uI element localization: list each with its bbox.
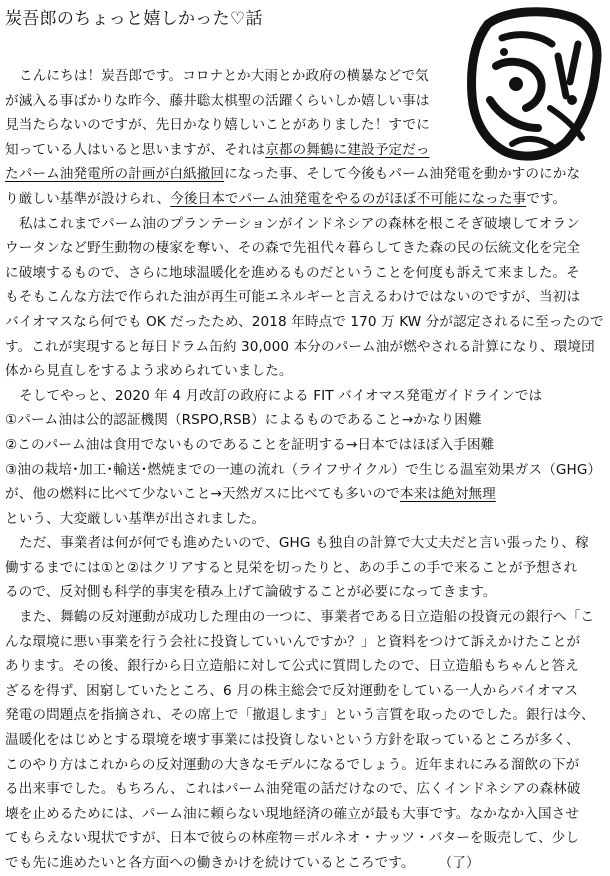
- body-line: [5, 728, 600, 753]
- line-text: バイオマスなら何でも OK だったため、2018 年時点で 170 万 KW 分が認定されるに至ったので: [5, 313, 604, 330]
- body-line: [5, 826, 600, 851]
- line-text: 体から見直しをするよう求められていました。: [5, 363, 293, 380]
- line-text: り厳しい基準が設けられ、: [5, 190, 171, 207]
- body-line: [5, 212, 600, 237]
- body-line: [5, 777, 600, 802]
- line-text: になった事、そして今後もパーム油発電を動かすのにかな: [224, 166, 581, 183]
- line-text: が滅入る事ばかりな昨今、藤井聡太棋聖の活躍くらいしか嬉しい事は: [5, 92, 430, 109]
- body-line: [5, 335, 600, 360]
- body-line: [5, 138, 445, 163]
- body-line: [5, 531, 600, 556]
- line-text: る出来事でした。もちろん、これはパーム油発電の話だけなので、広くインドネシアの森林破: [5, 781, 581, 798]
- line-text: 温暖化をはじめとする環境を壊す事業には投資しないという方針を取っているところが多く、: [5, 732, 580, 749]
- underlined-text: たパーム油発電所の計画が白紙撤回: [5, 166, 225, 183]
- body-line: [5, 408, 600, 433]
- body-line: [5, 359, 600, 384]
- line-text: ウータンなど野生動物の棲家を奪い、その森で先祖代々暮らしてきた森の民の伝統文化を完全: [5, 240, 581, 257]
- line-text: こんにちは！炭吾郎です。コロナとか大雨とか政府の横暴などで気: [19, 68, 429, 84]
- article-body: [5, 64, 604, 876]
- body-line: [5, 802, 600, 827]
- line-text: 発電の問題点を指摘され、その席上で「撤退します」という言質を取ったのでした。銀行は今、: [5, 707, 595, 724]
- body-line: [5, 113, 445, 138]
- line-text: また、舞鶴の反対運動が成功した理由の一つに、事業者である日立造船の投資元の銀行へ「こ: [19, 609, 595, 626]
- body-line: [5, 679, 600, 704]
- line-text: るので、反対側も科学的事実を積み上げて論破することが必要になってきます。: [5, 584, 497, 601]
- line-text: んな環境に悪い事業を行う会社に投資していいんですか？」と資料をつけて訴えかけたことが: [5, 633, 581, 650]
- line-text: 私はこれまでパーム油のプランテーションがインドネシアの森林を根こそぎ破壊してオラン: [19, 215, 580, 232]
- line-text: もそもこんな方法で作られた油が再生可能エネルギーと言えるわけではないのですが、当初は: [5, 289, 581, 306]
- body-line: [5, 654, 600, 679]
- line-text: てもらえない現状ですが、日本で彼らの林産物＝ボルネオ・ナッツ・バターを販売して、少し: [5, 830, 580, 847]
- line-text: でも先に進めたいと各方面への働きかけを続けているところです。: [5, 855, 415, 871]
- underlined-text: 本来は絶対無理: [399, 486, 496, 503]
- body-line: [5, 458, 600, 483]
- body-line: [5, 630, 600, 655]
- body-line: [5, 236, 600, 261]
- line-text: 知っている人はいると思いますが、それは: [5, 141, 266, 158]
- line-text: です。: [526, 190, 567, 207]
- body-line: [5, 433, 600, 458]
- document-title: 炭吾郎のちょっと嬉しかった♡話: [5, 9, 263, 29]
- body-line: [5, 384, 600, 409]
- line-text: 壊を止めるためには、パーム油に頼らない現地経済の確立が最も大事です。なかなか入国させ: [5, 805, 580, 822]
- body-line: [5, 556, 600, 581]
- body-line: [5, 703, 600, 728]
- body-line: [5, 851, 600, 876]
- line-text: ②このパーム油は食用でないものであることを証明する→日本ではほぼ入手困難: [5, 436, 495, 453]
- line-text: 見当たらないのですが、先日かなり嬉しいことがありました！すでに: [5, 117, 430, 134]
- line-text: あります。その後、銀行から日立造船に対して公式に質問したので、日立造船もちゃんと答え: [5, 658, 579, 675]
- line-text: ざるを得ず、困窮していたところ、6 月の株主総会で反対運動をしている一人からバイオマス: [5, 682, 579, 699]
- body-line: [5, 187, 600, 212]
- line-text: そしてやっと、2020 年 4 月改訂の政府による FIT バイオマス発電ガイドラインでは: [19, 387, 543, 404]
- body-line: [5, 162, 600, 187]
- underlined-text: 京都の舞鶴に建設予定だっ: [265, 141, 430, 158]
- body-line: [5, 89, 445, 114]
- line-text: に破壊するもので、さらに地球温暖化を進めるものだということを何度も訴えて来ました。そ: [5, 264, 580, 281]
- line-text: という、大変厳しい基準が出されました。: [5, 510, 266, 527]
- line-text: ①パーム油は公的認証機関（RSPO,RSB）によるものであること→かなり困難: [5, 412, 482, 429]
- line-text: このやり方はこれからの反対運動の大きなモデルになるでしょう。近年まれにみる溜飲の下が: [5, 756, 580, 773]
- body-line: [5, 310, 604, 335]
- end-mark: （了）: [438, 855, 480, 871]
- line-text: ③油の栽培･加工･輸送･燃焼までの一連の流れ（ライフサイクル）で生じる温室効果ガス（GHG）: [5, 461, 602, 478]
- body-line: [5, 261, 600, 286]
- body-line: [5, 580, 600, 605]
- body-line: [5, 507, 600, 532]
- body-line: [5, 64, 459, 89]
- underlined-text: 今後日本でパーム油発電をやるのがほぼ不可能になった事: [170, 190, 527, 207]
- body-line: [5, 285, 600, 310]
- body-line: [5, 482, 600, 507]
- line-text: す。これが実現すると毎日ドラム缶約 30,000 本分のパーム油が燃やされる計算になり、環境団: [5, 338, 595, 355]
- line-text: が、他の燃料に比べて少ないこと→天然ガスに比べても多いので: [5, 486, 400, 503]
- line-text: ただ、事業者は何が何でも進めたいので、GHG も独自の計算で大丈夫だと言い張ったり、稼: [19, 535, 589, 552]
- body-line: [5, 753, 600, 778]
- line-text: 働するまでには①と②はクリアすると見栄を切ったりと、あの手この手で来ることが予想され: [5, 559, 578, 576]
- body-line: [5, 605, 600, 630]
